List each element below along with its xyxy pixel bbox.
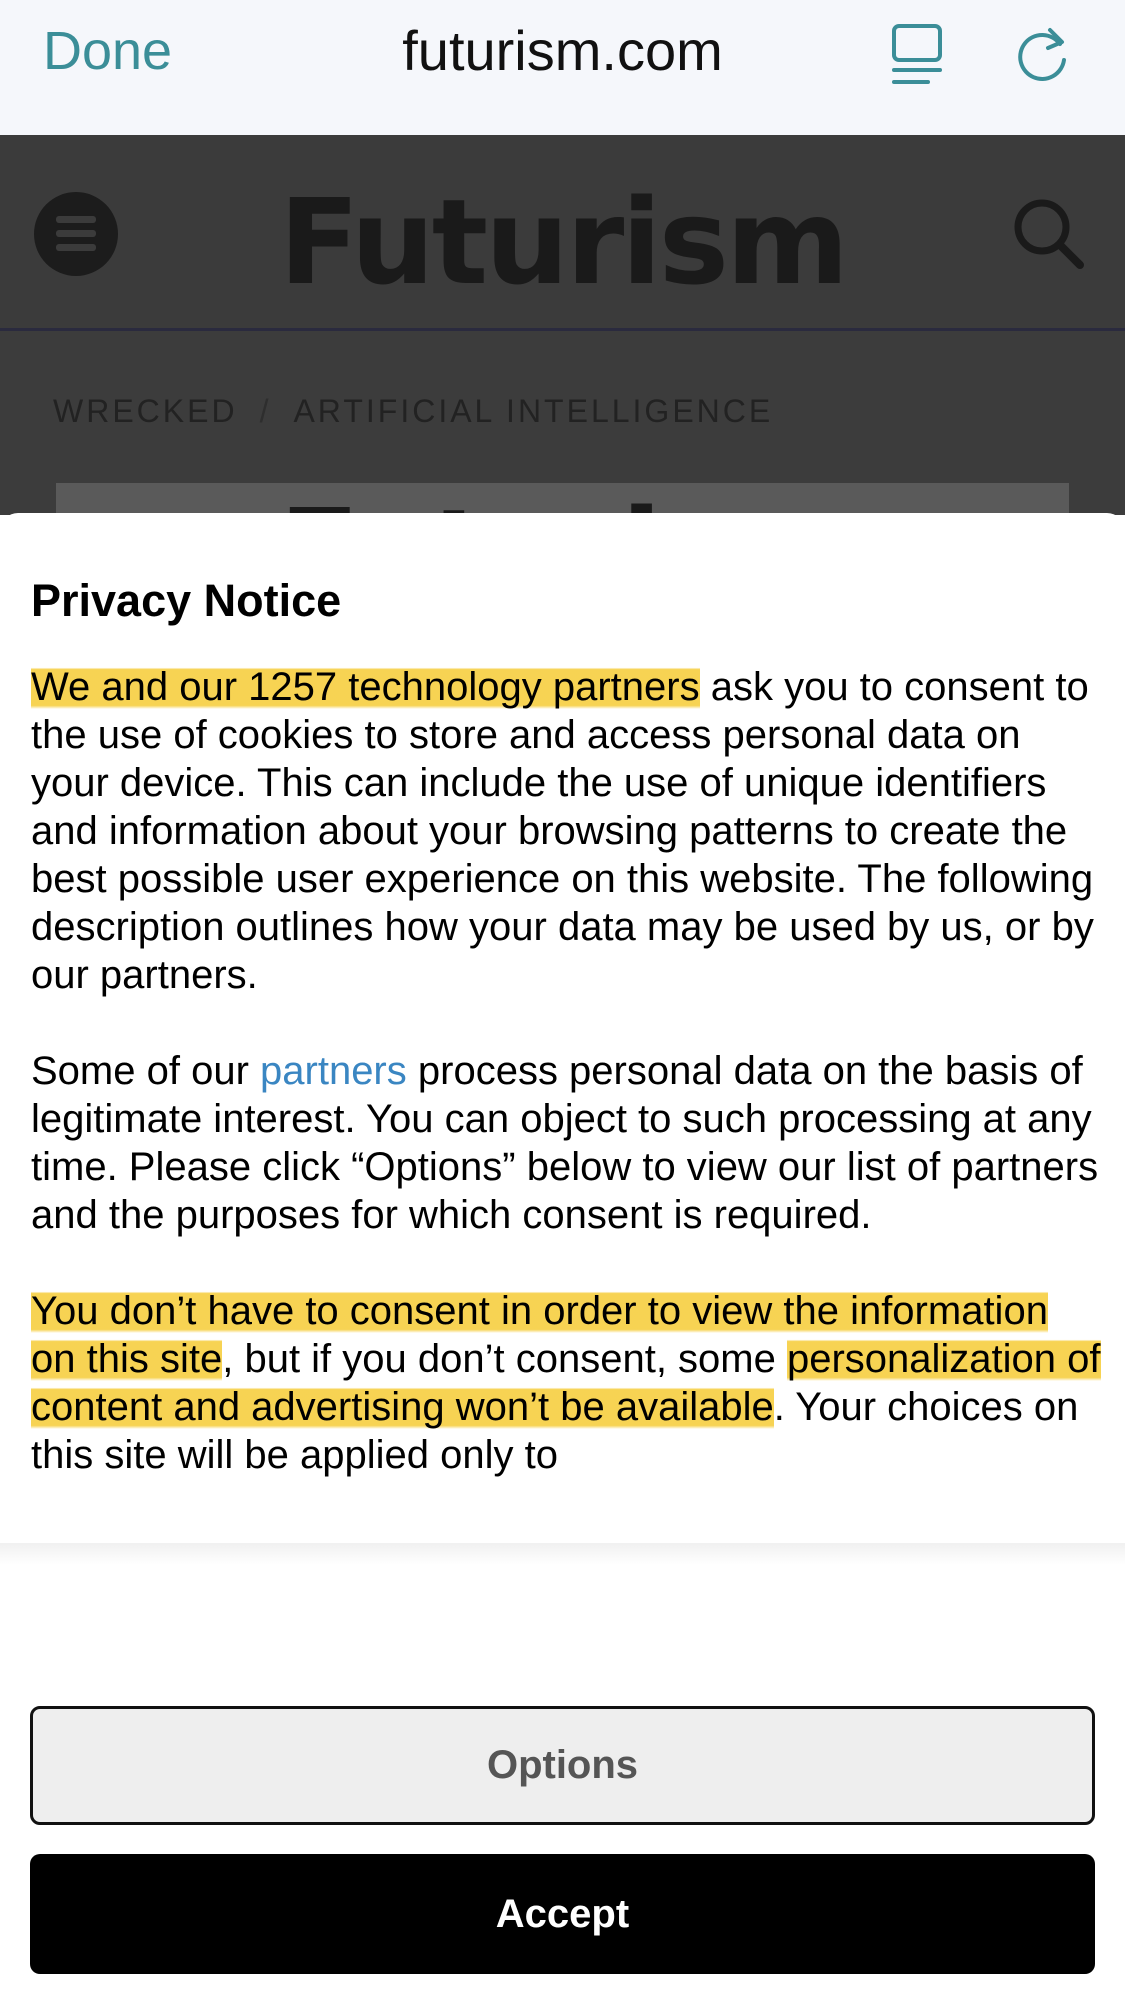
breadcrumb-item[interactable]: ARTIFICIAL INTELLIGENCE xyxy=(293,393,774,429)
paragraph-text: ask you to consent to the use of cookies to store and access personal data on your device. This can include the use of unique identifiers and information about your browsing patterns to create the best possible user experience on this website. The following description outlines how your data may be used by us, or by our partners. xyxy=(31,665,1094,997)
options-button[interactable]: Options xyxy=(30,1706,1095,1825)
done-button[interactable]: Done xyxy=(43,21,173,81)
reload-icon[interactable] xyxy=(1010,22,1074,86)
accept-button[interactable]: Accept xyxy=(30,1854,1095,1974)
privacy-title: Privacy Notice xyxy=(31,575,342,626)
search-icon[interactable] xyxy=(1010,195,1086,271)
browser-toolbar xyxy=(0,0,1125,135)
privacy-notice-sheet xyxy=(0,513,1125,2015)
partners-link[interactable]: partners xyxy=(260,1049,407,1093)
site-header xyxy=(0,135,1125,331)
paragraph-text: . Your choices on this site will be applied only to xyxy=(31,1385,1079,1477)
reader-view-icon[interactable] xyxy=(888,22,948,86)
privacy-paragraph xyxy=(31,663,1101,999)
breadcrumb xyxy=(53,393,773,430)
breadcrumb-separator: / xyxy=(259,393,272,429)
site-logo[interactable]: Futurism xyxy=(279,173,846,311)
highlighted-text: You don’t have to consent in order to view the information on this site xyxy=(31,1289,1048,1381)
privacy-paragraph xyxy=(31,1287,1101,1479)
highlighted-text: We and our 1257 technology partners xyxy=(31,665,700,709)
paragraph-text: , but if you don’t consent, some xyxy=(222,1337,787,1381)
url-label[interactable]: futurism.com xyxy=(402,19,723,82)
highlighted-text: personalization of content and advertising won’t be available xyxy=(31,1337,1101,1429)
privacy-paragraph xyxy=(31,1047,1101,1239)
paragraph-text: process personal data on the basis of legitimate interest. You can object to such processing at any time. Please click “Options” below to view our list of partners and the purposes for which consent is required. xyxy=(31,1049,1099,1237)
website-background xyxy=(0,135,1125,515)
privacy-text-scroll[interactable] xyxy=(31,663,1101,1518)
paragraph-text: Some of our xyxy=(31,1049,261,1093)
scroll-divider xyxy=(0,1543,1125,1565)
breadcrumb-item[interactable]: WRECKED xyxy=(53,393,238,429)
